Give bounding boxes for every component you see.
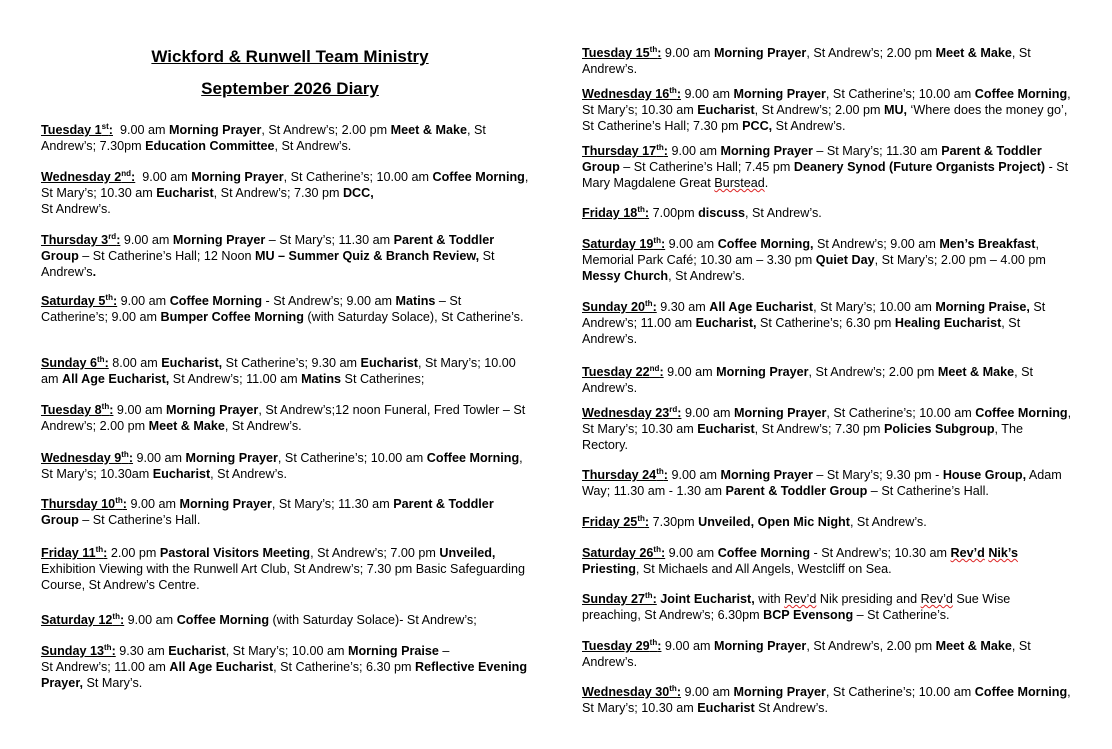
entry-day-separator: :: [104, 356, 109, 370]
entry-text: Coffee Morning: [974, 685, 1068, 699]
entry-date: [41, 233, 120, 247]
entry-text: , St Mary’s; 10.00 am: [813, 300, 936, 314]
entry-text: , St Andrew’s.: [582, 639, 1034, 669]
entry-day-suffix: rd: [669, 404, 678, 414]
entry-text: Eucharist: [168, 644, 226, 658]
entry-text: All Age Eucharist: [709, 300, 814, 314]
entry-text: Morning Prayer: [713, 639, 807, 653]
entry-text: 2.00 pm: [107, 546, 160, 560]
entry-text: , St Andrew’s; 2.00 pm: [754, 103, 884, 117]
entry-day-separator: :: [119, 613, 125, 627]
diary-entry: [582, 467, 1072, 499]
entry-text: 9.00 am: [661, 46, 714, 60]
entry-text: , St Andrew’s; 7.30 pm: [754, 422, 884, 436]
entry-text: Joint Eucharist,: [660, 592, 755, 606]
entry-date: [582, 365, 664, 379]
entry-date: [582, 206, 649, 220]
entry-day: Sunday 6: [41, 356, 97, 370]
entry-text: Meet & Make: [935, 46, 1012, 60]
diary-entry: [41, 545, 531, 593]
entry-date: [41, 613, 124, 627]
entry-day-suffix: th: [637, 513, 645, 523]
entry-date: [41, 123, 113, 137]
diary-entry: [41, 450, 531, 482]
entry-day: Tuesday 29: [582, 639, 650, 653]
entry-text: 9.00 am: [681, 406, 734, 420]
entry-text: 9.00 am: [113, 403, 166, 417]
entry-text: , St Andrew’s.: [582, 316, 1024, 346]
entry-text: St Andrew’s; 11.00 am: [582, 300, 1049, 330]
entry-day-separator: :: [660, 237, 666, 251]
diary-entry: [41, 293, 531, 325]
entry-day-suffix: th: [95, 544, 104, 554]
diary-entry: [582, 364, 1072, 396]
entry-text: 9.00 am: [133, 451, 186, 465]
entry-text: Parent & Toddler Group: [41, 233, 498, 263]
entry-text: St Catherine’s; 6.30 pm: [756, 316, 895, 330]
page-subtitle: September 2026 Diary: [201, 79, 379, 98]
entry-text: , St Mary’s; 10.30am: [41, 451, 527, 481]
entry-text: , St Mary’s; 10.30 am: [582, 685, 1075, 715]
entry-text: , St Andrew’s; 7.00 pm: [310, 546, 440, 560]
entry-day-suffix: th: [669, 683, 677, 693]
entry-day-suffix: th: [645, 298, 653, 308]
entry-day-separator: :: [128, 451, 134, 465]
entry-date: [582, 406, 681, 420]
entry-text: Morning Prayer: [720, 468, 813, 482]
entry-day: Wednesday 30: [582, 685, 670, 699]
entry-text: , St Mary’s; 10.30 am: [582, 87, 1075, 117]
entry-day-separator: :: [111, 644, 116, 658]
entry-day: Wednesday 2: [41, 170, 122, 184]
entry-text: 7.00pm: [649, 206, 699, 220]
entry-day-suffix: th: [653, 235, 661, 245]
entry-day-suffix: st: [101, 121, 109, 131]
entry-day-separator: :: [103, 546, 108, 560]
entry-day: Wednesday 23: [582, 406, 670, 420]
entry-day-suffix: th: [637, 204, 645, 214]
entry-text: – St Catherine’s Hall.: [867, 484, 989, 498]
entry-text: Nik presiding and: [816, 592, 921, 606]
entry-text: St Andrew’s.: [754, 701, 828, 715]
entry-text: Morning Prayer: [733, 87, 826, 101]
entry-text: - St Andrew’s; 9.00 am: [262, 294, 396, 308]
entry-text: Meet & Make: [390, 123, 467, 137]
entry-day-suffix: rd: [108, 231, 117, 241]
entry-day: Wednesday 9: [41, 451, 122, 465]
diary-entry: [582, 143, 1072, 191]
diary-entry: [582, 299, 1072, 347]
diary-entry: [41, 402, 531, 434]
entry-day-suffix: nd: [649, 363, 660, 373]
entry-text: 7.30pm: [649, 515, 699, 529]
entry-text: Coffee Morning: [169, 294, 263, 308]
entry-date: [582, 300, 657, 314]
entry-date: [582, 639, 661, 653]
entry-text: Quiet Day: [815, 253, 875, 267]
entry-text: Parent & Toddler Group: [41, 497, 498, 527]
entry-text: MU,: [883, 103, 908, 117]
entry-text: Unveiled,: [439, 546, 496, 560]
entry-text: Men’s Breakfast: [939, 237, 1036, 251]
entry-text: , St Mary’s; 10.30 am: [41, 170, 532, 200]
entry-text: , St Mary’s; 10.30 am: [582, 406, 1075, 436]
entry-date: [582, 685, 681, 699]
diary-entry: [41, 496, 531, 528]
entry-day-suffix: th: [121, 449, 129, 459]
entry-day: Sunday 13: [41, 644, 104, 658]
entry-text: , St Andrew’s.: [582, 46, 1034, 76]
entry-text: Morning Praise,: [935, 300, 1030, 314]
page-title: Wickford & Runwell Team Ministry: [151, 47, 429, 66]
entry-date: [41, 294, 117, 308]
entry-day-suffix: th: [649, 44, 658, 54]
entry-text: , St Mary’s; 11.30 am: [271, 497, 394, 511]
entry-text: 9.00 am: [135, 170, 192, 184]
entry-day-suffix: th: [645, 590, 653, 600]
entry-date: [41, 451, 133, 465]
entry-day-separator: :: [676, 87, 682, 101]
entry-day: Saturday 12: [41, 613, 113, 627]
entry-text: St Mary’s.: [83, 676, 143, 690]
entry-text: Morning Prayer: [179, 497, 272, 511]
diary-entry: [41, 612, 531, 628]
diary-entry: [582, 638, 1072, 670]
entry-date: [41, 356, 109, 370]
entry-text: Eucharist: [152, 467, 211, 481]
entry-text: Morning Prayer: [713, 46, 807, 60]
entry-text: , St Andrew’s; 2.00 pm: [808, 365, 938, 379]
entry-day: Thursday 10: [41, 497, 116, 511]
entry-day-suffix: th: [105, 292, 113, 302]
entry-text: - St Andrew’s; 10.30 am: [810, 546, 951, 560]
diary-entry: [582, 591, 1072, 623]
entry-date: [582, 87, 681, 101]
entry-text: Morning Prayer: [185, 451, 278, 465]
entry-day-suffix: th: [656, 142, 664, 152]
entry-text: , St Catherine’s; 10.00 am: [826, 406, 976, 420]
entry-day: Tuesday 1: [41, 123, 102, 137]
entry-text: House Group,: [942, 468, 1027, 482]
entry-day: Thursday 24: [582, 468, 657, 482]
entry-day-separator: :: [131, 170, 136, 184]
entry-text: Rev’d: [784, 592, 817, 606]
entry-text: Policies Subgroup: [883, 422, 995, 436]
entry-text: St Andrew’s: [41, 249, 498, 279]
entry-text: Eucharist: [360, 356, 418, 370]
entry-day-separator: :: [657, 639, 662, 653]
entry-text: , Memorial Park Café; 10.30 am – 3.30 pm: [582, 237, 1043, 267]
entry-day: Saturday 26: [582, 546, 654, 560]
entry-text: Coffee Morning: [176, 613, 270, 627]
entry-day: Wednesday 16: [582, 87, 670, 101]
entry-text: Coffee Morning: [426, 451, 520, 465]
entry-text: , St Andrew’s.: [582, 365, 1036, 395]
entry-text: Coffee Morning: [717, 546, 811, 560]
entry-text: Morning Prayer: [172, 233, 266, 247]
entry-text: Eucharist: [697, 701, 755, 715]
entry-text: Morning Prayer: [720, 144, 813, 158]
entry-day-separator: :: [644, 206, 650, 220]
entry-date: [41, 644, 116, 658]
entry-text: Eucharist,: [695, 316, 757, 330]
entry-day: Friday 25: [582, 515, 638, 529]
entry-date: [41, 546, 107, 560]
entry-day-separator: :: [122, 497, 127, 511]
entry-text: – St Catherine’s.: [853, 608, 950, 622]
entry-day-separator: :: [108, 123, 113, 137]
entry-text: 9.30 am: [656, 300, 710, 314]
entry-text: Meet & Make: [935, 639, 1012, 653]
entry-text: , St Mary’s; 10.00 am: [225, 644, 348, 658]
entry-day-separator: :: [663, 144, 668, 158]
entry-text: , St Andrew’s; 7.30pm: [41, 123, 489, 153]
entry-day-separator: :: [677, 406, 682, 420]
entry-text: Matins: [395, 294, 436, 308]
diary-entry: [582, 205, 1072, 221]
entry-text: All Age Eucharist,: [62, 372, 170, 386]
entry-day-separator: :: [109, 403, 114, 417]
entry-day-separator: :: [652, 592, 657, 606]
entry-text: , St Andrew’s.: [210, 467, 287, 481]
entry-date: [582, 237, 665, 251]
entry-text: , St Andrew’s.: [849, 515, 927, 529]
entry-text: Parent & Toddler Group: [725, 484, 868, 498]
entry-text: –: [438, 644, 450, 658]
entry-text: All Age Eucharist: [169, 660, 274, 674]
entry-text: 9.00 am: [667, 144, 721, 158]
entry-day: Saturday 19: [582, 237, 654, 251]
entry-text: – St Mary’s; 11.30 am: [812, 144, 942, 158]
entry-text: Morning Prayer: [165, 403, 259, 417]
entry-text: 9.00 am: [120, 233, 173, 247]
entry-text: St Andrew’s; 11.00 am: [41, 660, 170, 674]
entry-day-separator: :: [652, 300, 657, 314]
diary-entry: [41, 122, 531, 154]
entry-text: 9.30 am: [115, 644, 169, 658]
entry-text: Burstead: [714, 176, 765, 190]
entry-date: [41, 497, 127, 511]
diary-entry: [582, 236, 1072, 284]
entry-text: – St Catherine’s; 9.00 am: [41, 294, 465, 324]
entry-date: [582, 468, 668, 482]
diary-entry: [41, 169, 531, 217]
entry-text: – St Catherine’s Hall; 12 Noon: [78, 249, 255, 263]
entry-text: Healing Eucharist: [894, 316, 1002, 330]
entry-text: , St Mary’s; 10.00 am: [41, 356, 520, 386]
entry-text: (with Saturday Solace), St Catherine’s.: [303, 310, 524, 324]
entry-text: , St Andrew’s;12 noon Funeral, Fred Towler – St Andrew’s; 2.00 pm: [41, 403, 529, 433]
entry-date: [41, 170, 135, 184]
entry-day: Tuesday 8: [41, 403, 102, 417]
entry-text: Coffee Morning,: [717, 237, 814, 251]
entry-text: , St Andrew’s.: [668, 269, 745, 283]
entry-text: MU – Summer Quiz & Branch Review,: [254, 249, 480, 263]
entry-text: – St Mary’s; 11.30 am: [265, 233, 394, 247]
entry-text: 9.00 am: [126, 497, 180, 511]
entry-day: Sunday 27: [582, 592, 645, 606]
entry-text: Coffee Morning: [975, 406, 1068, 420]
entry-day: Saturday 5: [41, 294, 106, 308]
entry-date: [582, 546, 665, 560]
entry-text: Morning Prayer: [733, 406, 827, 420]
entry-date: [582, 144, 668, 158]
entry-text: Coffee Morning: [974, 87, 1068, 101]
entry-text: , St Andrew’s; 2.00 pm: [806, 46, 936, 60]
entry-day-suffix: th: [656, 466, 664, 476]
entry-text: Meet & Make: [937, 365, 1015, 379]
entry-text: Education Committee: [145, 139, 275, 153]
diary-entry: [582, 514, 1072, 530]
entry-text: - St Mary Magdalene Great: [582, 160, 1072, 190]
entry-text: PCC,: [742, 119, 773, 133]
entry-text: 9.00 am: [113, 123, 170, 137]
entry-text: Coffee Morning: [432, 170, 525, 184]
entry-text: St Catherine’s; 9.30 am: [222, 356, 361, 370]
entry-day-suffix: th: [101, 401, 110, 411]
entry-text: , St Andrew’s.: [224, 419, 302, 433]
diary-entry: [41, 643, 531, 691]
diary-entry: [582, 85, 1075, 134]
entry-text: 9.00 am: [681, 87, 734, 101]
entry-text: Pastoral Visitors Meeting: [159, 546, 311, 560]
entry-text: (with Saturday Solace)- St Andrew’s;: [269, 613, 477, 627]
entry-text: 9.00 am: [663, 365, 717, 379]
entry-day-separator: :: [659, 365, 664, 379]
entry-text: DCC,: [342, 186, 374, 200]
entry-text: , St Catherine’s; 10.00 am: [277, 451, 427, 465]
entry-text: Morning Praise: [347, 644, 439, 658]
entry-text: Adam Way; 11.30 am - 1.30 am: [582, 468, 1066, 498]
entry-text: 8.00 am: [108, 356, 162, 370]
diary-entry: [41, 355, 531, 387]
entry-text: Sue Wise preaching, St Andrew’s; 6.30pm: [582, 592, 1014, 622]
diary-entry: [41, 232, 531, 280]
entry-text: Meet & Make: [148, 419, 225, 433]
entry-day-separator: :: [660, 546, 666, 560]
entry-text: Morning Prayer: [191, 170, 284, 184]
entry-text: St Andrew’s.: [41, 202, 111, 216]
entry-text: Eucharist: [697, 422, 755, 436]
entry-text: Morning Prayer: [716, 365, 809, 379]
entry-text: with: [754, 592, 785, 606]
entry-text: Eucharist,: [161, 356, 223, 370]
entry-day-suffix: th: [115, 495, 123, 505]
entry-day: Thursday 3: [41, 233, 109, 247]
entry-text: , St Andrew’s; 7.30 pm: [213, 186, 343, 200]
entry-text: Deanery Synod (Future Organists Project): [793, 160, 1046, 174]
entry-text: , St Catherine’s; 10.00 am: [825, 685, 975, 699]
entry-day-suffix: th: [669, 85, 677, 95]
entry-text: – St Mary’s; 9.30 pm -: [812, 468, 943, 482]
entry-day: Sunday 20: [582, 300, 645, 314]
diary-entry: [582, 45, 1072, 77]
entry-text: , St Andrew’s.: [745, 206, 822, 220]
entry-day: Thursday 17: [582, 144, 657, 158]
diary-entry: [582, 404, 1075, 453]
entry-text: Priesting: [582, 546, 1022, 576]
entry-text: , St Michaels and All Angels, Westcliff on Sea.: [635, 562, 892, 576]
entry-day-suffix: th: [104, 642, 112, 652]
entry-day-separator: :: [663, 468, 668, 482]
entry-date: [41, 403, 113, 417]
entry-day-separator: :: [676, 685, 682, 699]
entry-day: Friday 11: [41, 546, 96, 560]
entry-text: Parent & Toddler Group: [582, 144, 1046, 174]
entry-text: , St Andrew’s.: [274, 139, 352, 153]
entry-text: St Andrew’s; 11.00 am: [169, 372, 302, 386]
entry-day-suffix: th: [649, 637, 658, 647]
entry-date: [582, 46, 661, 60]
entry-text: Rev’d: [950, 546, 985, 560]
entry-text: 9.00 am: [667, 468, 721, 482]
entry-text: Reflective Evening Prayer,: [41, 660, 531, 690]
diary-entry: [582, 683, 1075, 716]
entry-day-suffix: th: [112, 611, 120, 621]
entry-day-separator: :: [116, 233, 121, 247]
entry-text: , St Andrew’s, 2.00 pm: [806, 639, 936, 653]
entry-text: , St Andrew’s; 2.00 pm: [261, 123, 391, 137]
entry-text: 9.00 am: [124, 613, 177, 627]
entry-text: Eucharist: [697, 103, 755, 117]
entry-text: Messy Church: [582, 269, 669, 283]
diary-entry: [582, 545, 1072, 577]
entry-day-separator: :: [644, 515, 650, 529]
entry-text: Exhibition Viewing with the Runwell Art Club, St Andrew’s; 7.30 pm Basic Safeguarding Course, St Andrew’s Centre.: [41, 546, 529, 592]
entry-day-suffix: nd: [121, 168, 132, 178]
entry-day: Friday 18: [582, 206, 638, 220]
entry-text: Rev’d: [920, 592, 953, 606]
entry-text: Morning Prayer: [733, 685, 826, 699]
entry-text: 9.00 am: [665, 546, 718, 560]
entry-text: , St Mary’s; 2.00 pm – 4.00 pm: [874, 253, 1050, 267]
entry-text: , St Catherine’s; 6.30 pm: [273, 660, 416, 674]
entry-text: BCP Evensong: [763, 608, 854, 622]
entry-text: ‘Where does the money go’, St Catherine’s Hall; 7.30 pm: [582, 103, 1071, 133]
entry-text: , St Catherine’s; 10.00 am: [825, 87, 975, 101]
entry-date: [582, 592, 657, 606]
entry-text: Unveiled, Open Mic Night: [698, 515, 850, 529]
entry-text: Bumper Coffee Morning: [160, 310, 304, 324]
entry-text: St Andrew’s.: [772, 119, 846, 133]
entry-text: , St Catherine’s; 10.00 am: [283, 170, 433, 184]
entry-day: Tuesday 15: [582, 46, 650, 60]
entry-text: discuss: [698, 206, 745, 220]
entry-day: Tuesday 22: [582, 365, 650, 379]
entry-text: – St Catherine’s Hall; 7.45 pm: [619, 160, 794, 174]
entry-text: Morning Prayer: [169, 123, 262, 137]
entry-text: Matins: [301, 372, 342, 386]
entry-text: St Catherines;: [341, 372, 425, 386]
entry-day-separator: :: [112, 294, 118, 308]
entry-text: 9.00 am: [681, 685, 734, 699]
entry-text: 9.00 am: [117, 294, 170, 308]
entry-text: 9.00 am: [661, 639, 714, 653]
entry-text: Eucharist: [156, 186, 214, 200]
entry-text: .: [764, 176, 769, 190]
entry-date: [582, 515, 649, 529]
entry-day-suffix: th: [653, 544, 661, 554]
entry-text: .: [92, 265, 97, 279]
entry-day-suffix: th: [97, 354, 105, 364]
entry-day-separator: :: [657, 46, 662, 60]
entry-text: Nik’s: [988, 546, 1018, 560]
entry-text: , The Rectory.: [582, 422, 1027, 452]
entry-text: 9.00 am: [665, 237, 718, 251]
entry-text: St Andrew’s; 9.00 am: [813, 237, 940, 251]
entry-text: – St Catherine’s Hall.: [78, 513, 201, 527]
